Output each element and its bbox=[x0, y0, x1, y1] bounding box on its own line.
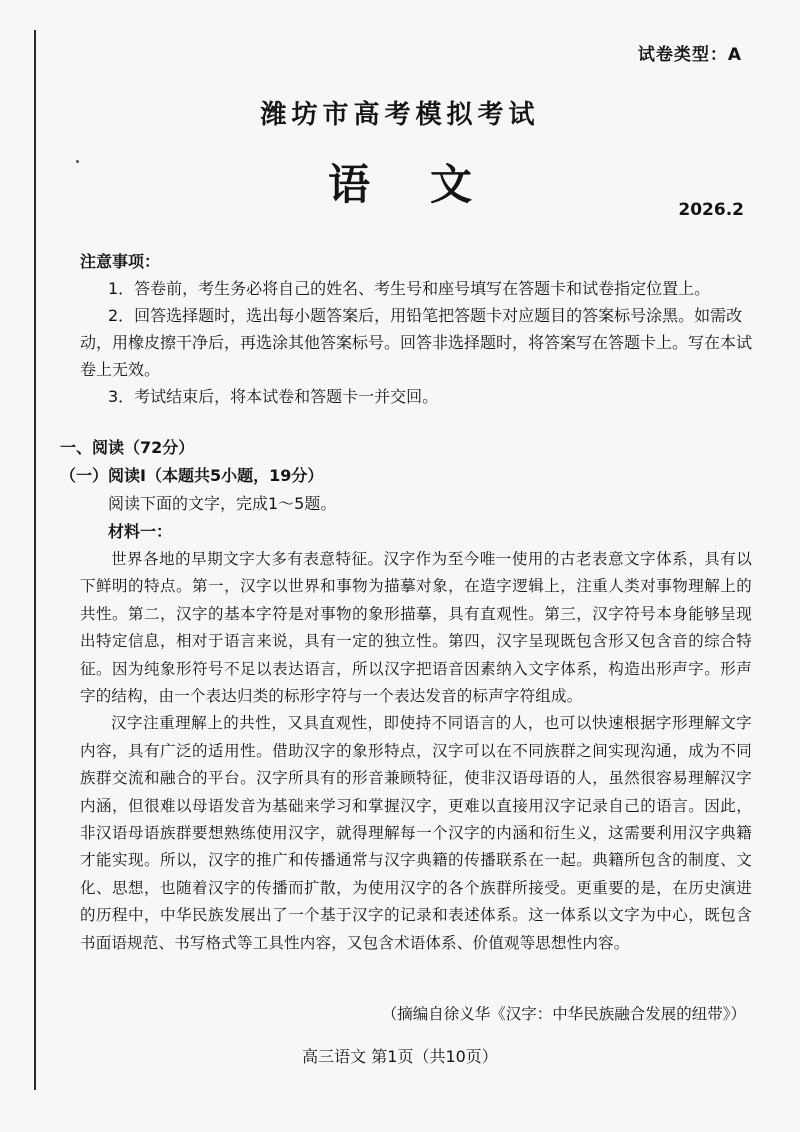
reading-section bbox=[60, 434, 760, 546]
passage bbox=[80, 546, 752, 957]
material-label: 材料一： bbox=[108, 522, 173, 541]
exam-title: 潍坊市高考模拟考试 bbox=[260, 100, 540, 130]
subject-char-2: 文 bbox=[430, 160, 473, 209]
instruction-text: 阅读下面的文字，完成1～5题。 bbox=[108, 494, 337, 513]
page-footer: 高三语文 第1页（共10页） bbox=[302, 1047, 498, 1066]
notice-item-2: 2．回答选择题时，选出每小题答案后，用铅笔把答题卡对应题目的答案标号涂黑。如需改动，用橡皮擦干净后，再选涂其他答案标号。回答非选择题时，将答案写在答题卡上。写在本试卷上无效。 bbox=[80, 306, 753, 379]
notice-heading: 注意事项： bbox=[80, 252, 161, 271]
exam-date: 2026.2 bbox=[678, 200, 744, 220]
notice-item-3: 3．考试结束后，将本试卷和答题卡一并交回。 bbox=[108, 387, 439, 406]
paper-type-label: 试卷类型：A bbox=[637, 45, 742, 65]
scan-speck bbox=[76, 160, 79, 163]
notice-block bbox=[80, 248, 752, 410]
sub-heading: （一）阅读Ⅰ（本题共5小题，19分） bbox=[60, 466, 324, 485]
passage-paragraph-2: 汉字注重理解上的共性，又具直观性，即使持不同语言的人，也可以快速根据字形理解文字内容，具有广泛的适用性。借助汉字的象形特点，汉字可以在不同族群之间实现沟通，成为不同族群交流和融合的平台。汉字所具有的形音兼顾特征，使非汉语母语的人，虽然很容易理解汉字内涵，但很难以母语发音为基础来学习和掌握汉字，更难以直接用汉字记录自己的语言。因此，非汉语母语族群要想熟练使用汉字，就得理解每一个汉字的内涵和衍生义，这需要利用汉字典籍才能实现。所以，汉字的推广和传播通常与汉字典籍的传播联系在一起。典籍所包含的制度、文化、思想，也随着汉字的传播而扩散，为使用汉字的各个族群所接受。更重要的是，在历史演进的历程中，中华民族发展出了一个基于汉字的记录和表述体系。这一体系以文字为中心，既包含书面语规范、书写格式等工具性内容，又包含术语体系、价值观等思想性内容。 bbox=[80, 714, 752, 952]
subject-char-1: 语 bbox=[327, 160, 370, 209]
passage-paragraph-1: 世界各地的早期文字大多有表意特征。汉字作为至今唯一使用的古老表意文字体系，具有以下鲜明的特点。第一，汉字以世界和事物为描摹对象，在造字逻辑上，注重人类对事物理解上的共性。第二，汉字的基本字符是对事物的象形描摹，具有直观性。第三，汉字符号本身能够呈现出特定信息，相对于语言来说，具有一定的独立性。第四，汉字呈现既包含形又包含音的综合特征。因为纯象形符号不足以表达语言，所以汉字把语音因素纳入文字体系，构造出形声字。形声字的结构，由一个表达归类的标形字符与一个表达发音的标声字符组成。 bbox=[80, 550, 752, 706]
passage-source: （摘编自徐义华《汉字：中华民族融合发展的纽带》） bbox=[381, 1005, 746, 1023]
part-heading: 一、阅读（72分） bbox=[60, 438, 195, 457]
notice-item-1: 1．答卷前，考生务必将自己的姓名、考生号和座号填写在答题卡和试卷指定位置上。 bbox=[108, 279, 711, 298]
